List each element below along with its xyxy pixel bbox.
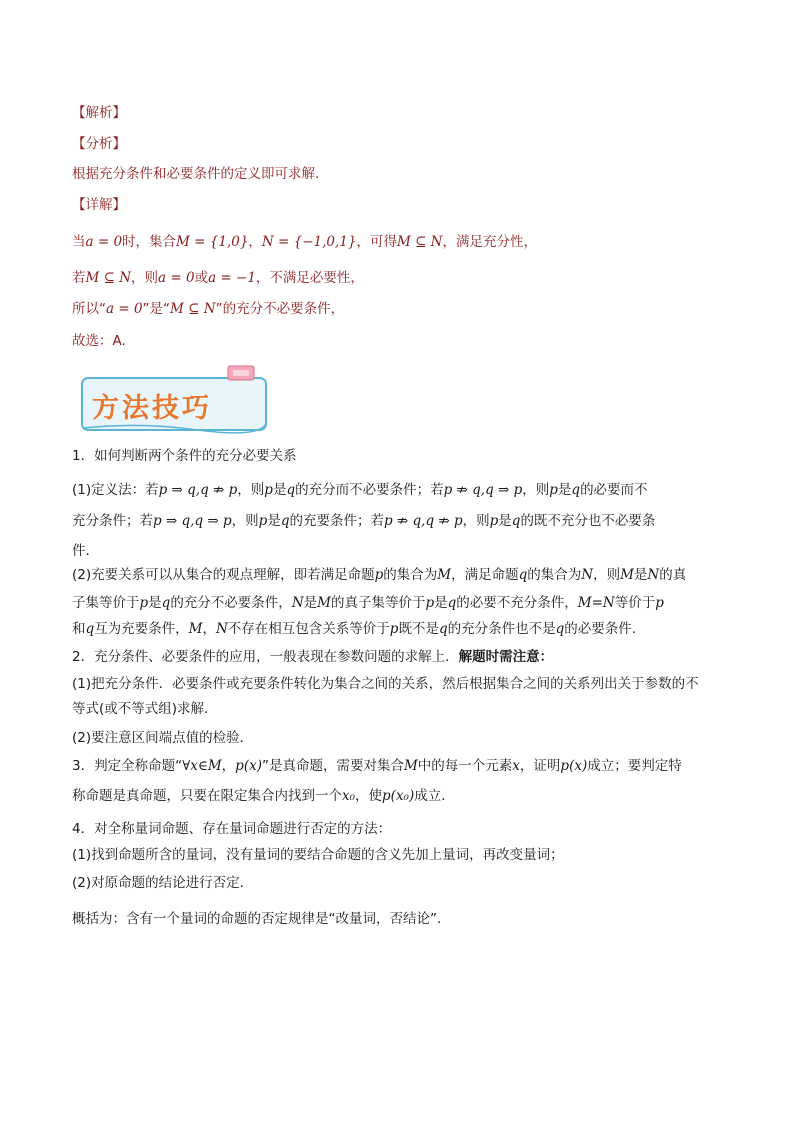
math: q xyxy=(571,482,581,498)
math: ∀x∈M xyxy=(182,758,222,774)
text: 是 xyxy=(498,513,512,529)
math: p xyxy=(264,482,273,498)
text: 或 xyxy=(194,270,209,286)
math: a = 0 xyxy=(106,301,143,317)
text: ，满足充分性， xyxy=(442,234,537,250)
math: q xyxy=(438,621,448,637)
text: (2)充要关系可以从集合的观点理解，即若满足命题 xyxy=(72,567,375,583)
math: M xyxy=(437,567,452,583)
math: q xyxy=(518,567,528,583)
math: p xyxy=(389,621,399,637)
text: 的集合为 xyxy=(383,567,438,583)
text: 称命题是真命题，只要在限定集合内找到一个 xyxy=(72,788,342,804)
text: 若 xyxy=(72,270,86,286)
banner-title: 方法技巧 xyxy=(92,393,212,424)
math: N xyxy=(647,567,660,583)
detail-line-2 xyxy=(72,269,364,287)
math: p xyxy=(258,513,268,529)
method-p7-line-a xyxy=(72,757,682,775)
math: M ⊆ N xyxy=(85,270,132,286)
math: p xyxy=(374,567,384,583)
text: 的真 xyxy=(659,567,687,583)
method-p3-line-a xyxy=(72,566,686,584)
analysis-text: 根据充分条件和必要条件的定义即可求解. xyxy=(72,166,320,182)
text: 的充要条件；若 xyxy=(289,513,384,529)
math: x₀ xyxy=(342,788,356,804)
method-p2-line-a xyxy=(72,481,648,499)
math: p xyxy=(489,513,499,529)
text: 是 xyxy=(148,595,162,611)
text: ”是“ xyxy=(142,301,171,317)
method-item-2 xyxy=(72,648,553,666)
text: ， xyxy=(221,758,236,774)
heading-fenxi: 【分析】 xyxy=(72,136,126,152)
text: ，则 xyxy=(593,567,621,583)
math: p xyxy=(425,595,435,611)
math: M xyxy=(620,567,634,583)
text: 3．判定全称命题“ xyxy=(72,758,183,774)
text: 是 xyxy=(272,482,287,498)
text: 是 xyxy=(633,567,648,583)
math: p xyxy=(655,595,664,611)
method-p2-line-c: 件. xyxy=(72,543,90,559)
detail-line-3 xyxy=(72,300,344,318)
math: M xyxy=(317,595,331,611)
math: M = {1,0} xyxy=(176,234,249,250)
text: 既不是 xyxy=(398,621,439,637)
math: a = 0 xyxy=(158,270,195,286)
math: p(x₀) xyxy=(382,788,415,804)
method-p6: (2)要注意区间端点值的检验． xyxy=(72,730,254,746)
text: 当 xyxy=(72,234,86,250)
math: p(x) xyxy=(560,758,588,774)
method-p3-line-b xyxy=(72,594,664,612)
text: ，证明 xyxy=(519,758,561,774)
math: N xyxy=(581,567,594,583)
math: a = 0 xyxy=(85,234,123,250)
text: ，则 xyxy=(231,513,259,529)
heading-jiexi: 【解析】 xyxy=(72,105,126,121)
math: p(x) xyxy=(235,758,262,774)
math: p ⇒ q,q ⇏ p xyxy=(158,482,238,498)
text: ，可得 xyxy=(356,234,397,250)
text: 成立． xyxy=(414,788,455,804)
math: a = −1 xyxy=(208,270,256,286)
text: ”是真命题，需要对集合 xyxy=(261,758,404,774)
math: N xyxy=(215,621,228,637)
text: 等价于 xyxy=(614,595,656,611)
text: 的必要条件. xyxy=(564,621,637,637)
math: p ⇒ q,q ⇒ p xyxy=(153,513,232,529)
math: q xyxy=(555,621,565,637)
text: ”的充分不必要条件， xyxy=(215,301,345,317)
math: N xyxy=(291,595,304,611)
text: 和 xyxy=(72,621,86,637)
math: p ⇏ q,q ⇏ p xyxy=(383,513,463,529)
text: 不存在相互包含关系等价于 xyxy=(227,621,390,637)
method-p9: (1)找到命题所含的量词，没有量词的要结合命题的含义先加上量词，再改变量词； xyxy=(72,847,564,863)
math: q xyxy=(447,595,457,611)
math: q xyxy=(280,513,290,529)
text: 的充分不必要条件， xyxy=(170,595,292,611)
math: p xyxy=(139,595,149,611)
math: M xyxy=(403,758,418,774)
text: ，不满足必要性， xyxy=(255,270,364,286)
method-item-1: 1．如何判断两个条件的充分必要关系 xyxy=(72,448,297,464)
text: 是 xyxy=(557,482,572,498)
text: (1)定义法：若 xyxy=(72,482,159,498)
text: 时，集合 xyxy=(122,234,177,250)
math: q xyxy=(161,595,171,611)
text: 所以“ xyxy=(72,301,106,317)
text: 充分条件；若 xyxy=(72,513,153,529)
text: 互为充要条件， xyxy=(94,621,189,637)
method-p3-line-c xyxy=(72,620,636,638)
text: 是 xyxy=(434,595,448,611)
math: p ⇏ q,q ⇒ p xyxy=(443,482,523,498)
text: ， xyxy=(202,621,216,637)
text: ，则 xyxy=(462,513,490,529)
method-banner xyxy=(78,364,278,434)
text: 的充分而不必要条件；若 xyxy=(295,482,444,498)
text: 是 xyxy=(267,513,281,529)
math: q xyxy=(85,621,95,637)
text: 的真子集等价于 xyxy=(330,595,426,611)
text: 的集合为 xyxy=(527,567,582,583)
method-summary: 概括为：含有一个量词的命题的否定规律是“改量词，否结论”. xyxy=(72,911,442,927)
math: M=N xyxy=(577,595,615,611)
math: q xyxy=(511,513,521,529)
math: x xyxy=(512,758,520,774)
text: 的既不充分也不必要条 xyxy=(520,513,656,529)
text: 的充分条件也不是 xyxy=(447,621,556,637)
text: 子集等价于 xyxy=(72,595,140,611)
method-p10: (2)对原命题的结论进行否定． xyxy=(72,875,254,891)
answer-line: 故选：A. xyxy=(72,333,126,349)
math: M ⊆ N xyxy=(396,234,443,250)
bold-note: 解题时需注意： xyxy=(458,649,554,665)
detail-line-1 xyxy=(72,233,537,251)
text: 是 xyxy=(303,595,318,611)
text: ，则 xyxy=(237,482,265,498)
method-p7-line-b xyxy=(72,787,455,805)
text: 的必要而不 xyxy=(580,482,648,498)
method-p5-line-b: 等式(或不等式组)求解． xyxy=(72,701,218,717)
text: ， xyxy=(248,234,262,250)
text: ，则 xyxy=(522,482,550,498)
text: 中的每一个元素 xyxy=(417,758,513,774)
method-p2-line-b xyxy=(72,512,655,530)
math: M ⊆ N xyxy=(170,301,216,317)
math: p xyxy=(549,482,558,498)
text: 2．充分条件、必要条件的应用，一般表现在参数问题的求解上． xyxy=(72,649,459,665)
text: ，使 xyxy=(355,788,383,804)
math: M xyxy=(188,621,203,637)
math: N = {−1,0,1} xyxy=(261,234,357,250)
text: 成立；要判定特 xyxy=(587,758,682,774)
text: 的必要不充分条件， xyxy=(456,595,578,611)
method-p5-line-a: (1)把充分条件．必要条件或充要条件转化为集合之间的关系，然后根据集合之间的关系列出关于参数的不 xyxy=(72,676,699,692)
text: ，满足命题 xyxy=(451,567,519,583)
text: ，则 xyxy=(131,270,159,286)
math: q xyxy=(286,482,296,498)
method-item-4: 4．对全称量词命题、存在量词命题进行否定的方法： xyxy=(72,821,392,837)
heading-xiangjie: 【详解】 xyxy=(72,197,126,213)
